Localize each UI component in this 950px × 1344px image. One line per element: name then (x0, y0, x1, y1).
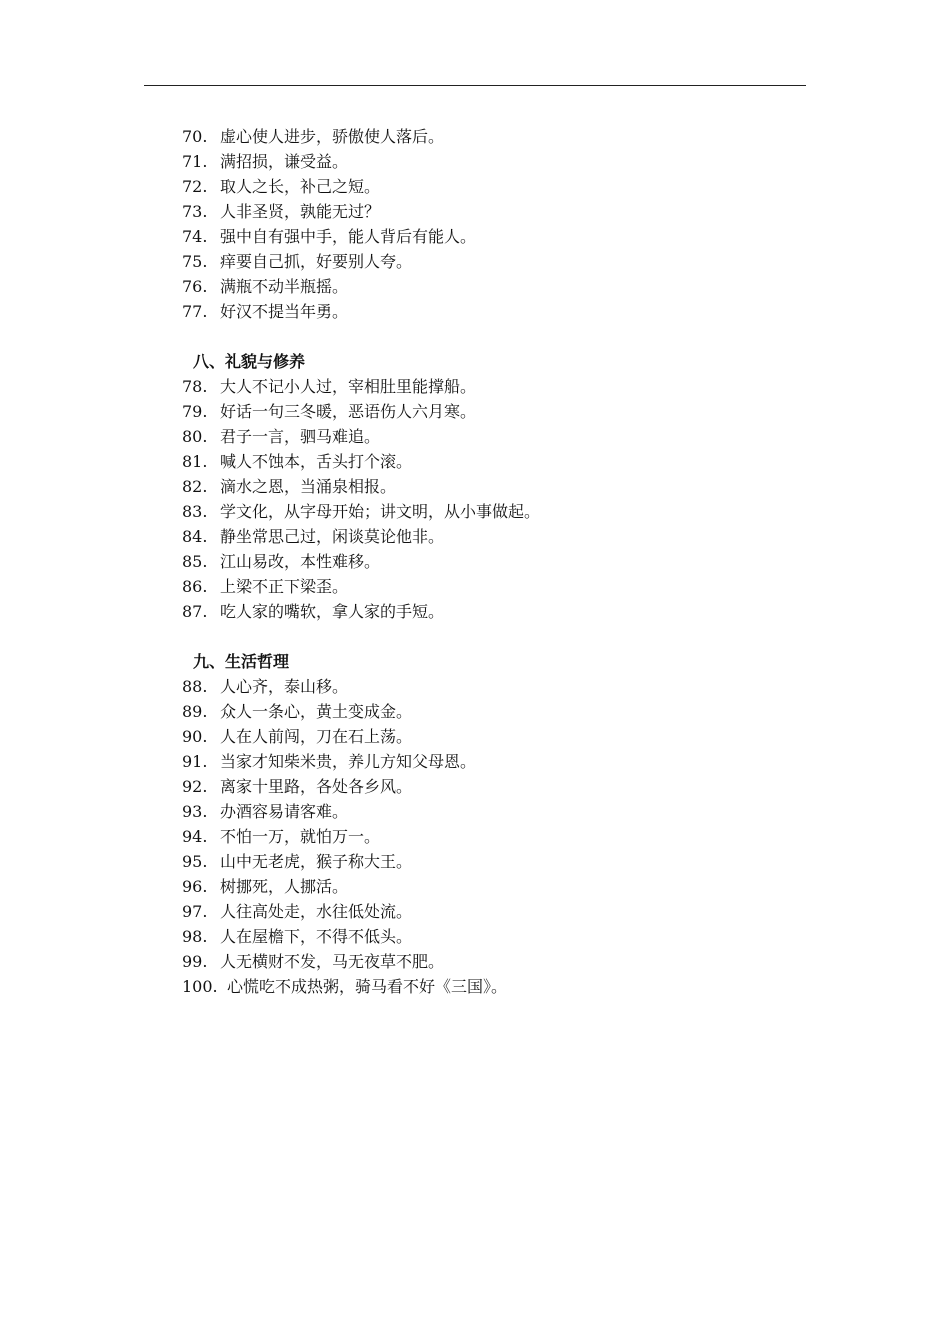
header-rule (144, 85, 806, 86)
item-text: 满招损，谦受益。 (220, 152, 349, 171)
list-item (182, 749, 822, 774)
list-item (182, 249, 822, 274)
item-text: 满瓶不动半瓶摇。 (220, 277, 349, 296)
list-item (182, 874, 822, 899)
item-number: 89. (182, 702, 208, 721)
item-number: 84. (182, 527, 208, 546)
item-text: 江山易改，本性难移。 (220, 552, 381, 571)
item-text: 吃人家的嘴软，拿人家的手短。 (220, 602, 445, 621)
item-text: 不怕一万，就怕万一。 (220, 827, 381, 846)
item-text: 树挪死，人挪活。 (220, 877, 349, 896)
item-text: 好话一句三冬暖，恶语伤人六月寒。 (220, 402, 477, 421)
list-item (182, 499, 822, 524)
item-number: 83. (182, 502, 208, 521)
item-number: 72. (182, 177, 208, 196)
item-text: 大人不记小人过，宰相肚里能撑船。 (220, 377, 477, 396)
item-text: 人在屋檐下，不得不低头。 (220, 927, 413, 946)
item-number: 97. (182, 902, 208, 921)
item-text: 滴水之恩，当涌泉相报。 (220, 477, 397, 496)
list-item (182, 274, 822, 299)
item-text: 喊人不蚀本，舌头打个滚。 (220, 452, 413, 471)
list-item (182, 399, 822, 424)
item-number: 100. (182, 977, 218, 996)
item-number: 92. (182, 777, 208, 796)
item-text: 人在人前闯，刀在石上荡。 (220, 727, 413, 746)
list-item (182, 574, 822, 599)
section-continuation (182, 124, 822, 324)
list-item (182, 899, 822, 924)
item-number: 76. (182, 277, 208, 296)
item-number: 71. (182, 152, 208, 171)
section-life-philosophy (182, 649, 822, 999)
list-item (182, 724, 822, 749)
item-text: 办酒容易请客难。 (220, 802, 349, 821)
list-item (182, 474, 822, 499)
list-item (182, 424, 822, 449)
item-text: 山中无老虎，猴子称大王。 (220, 852, 413, 871)
item-number: 80. (182, 427, 208, 446)
item-text: 好汉不提当年勇。 (220, 302, 349, 321)
list-item (182, 824, 822, 849)
list-item (182, 799, 822, 824)
item-text: 上梁不正下梁歪。 (220, 577, 349, 596)
item-number: 85. (182, 552, 208, 571)
section-heading: 八、礼貌与修养 (193, 352, 306, 371)
item-number: 91. (182, 752, 208, 771)
item-text: 人无横财不发，马无夜草不肥。 (220, 952, 445, 971)
item-number: 87. (182, 602, 208, 621)
item-number: 75. (182, 252, 208, 271)
item-text: 强中自有强中手，能人背后有能人。 (220, 227, 477, 246)
list-item (182, 524, 822, 549)
list-item (182, 299, 822, 324)
list-item (182, 549, 822, 574)
list-item (182, 949, 822, 974)
list-item (182, 174, 822, 199)
item-text: 取人之长，补己之短。 (220, 177, 381, 196)
item-text: 人往高处走，水往低处流。 (220, 902, 413, 921)
item-number: 73. (182, 202, 208, 221)
item-number: 78. (182, 377, 208, 396)
list-item (182, 699, 822, 724)
item-number: 98. (182, 927, 208, 946)
item-number: 86. (182, 577, 208, 596)
item-text: 静坐常思己过，闲谈莫论他非。 (220, 527, 445, 546)
list-item (182, 149, 822, 174)
item-number: 74. (182, 227, 208, 246)
proverb-list (182, 124, 822, 999)
list-item (182, 924, 822, 949)
item-text: 痒要自己抓，好要别人夸。 (220, 252, 413, 271)
item-number: 79. (182, 402, 208, 421)
item-number: 77. (182, 302, 208, 321)
item-text: 君子一言，驷马难追。 (220, 427, 381, 446)
item-number: 96. (182, 877, 208, 896)
item-text: 众人一条心，黄土变成金。 (220, 702, 413, 721)
item-number: 90. (182, 727, 208, 746)
item-number: 70. (182, 127, 208, 146)
item-number: 99. (182, 952, 208, 971)
item-text: 人心齐，泰山移。 (220, 677, 349, 696)
item-text: 虚心使人进步，骄傲使人落后。 (220, 127, 445, 146)
list-item (182, 674, 822, 699)
item-number: 88. (182, 677, 208, 696)
item-text: 当家才知柴米贵，养儿方知父母恩。 (220, 752, 477, 771)
list-item (182, 849, 822, 874)
list-item (182, 599, 822, 624)
item-number: 93. (182, 802, 208, 821)
list-item (182, 449, 822, 474)
item-text: 学文化，从字母开始；讲文明，从小事做起。 (220, 502, 541, 521)
item-number: 81. (182, 452, 208, 471)
item-number: 82. (182, 477, 208, 496)
section-heading: 九、生活哲理 (193, 652, 290, 671)
list-item (182, 124, 822, 149)
list-item (182, 199, 822, 224)
item-text: 人非圣贤，孰能无过？ (220, 202, 381, 221)
list-item (182, 974, 822, 999)
item-number: 95. (182, 852, 208, 871)
list-item (182, 774, 822, 799)
item-text: 离家十里路，各处各乡风。 (220, 777, 413, 796)
item-number: 94. (182, 827, 208, 846)
list-item (182, 224, 822, 249)
section-manners (182, 349, 822, 624)
item-text: 心慌吃不成热粥，骑马看不好《三国》。 (227, 977, 508, 996)
list-item (182, 374, 822, 399)
